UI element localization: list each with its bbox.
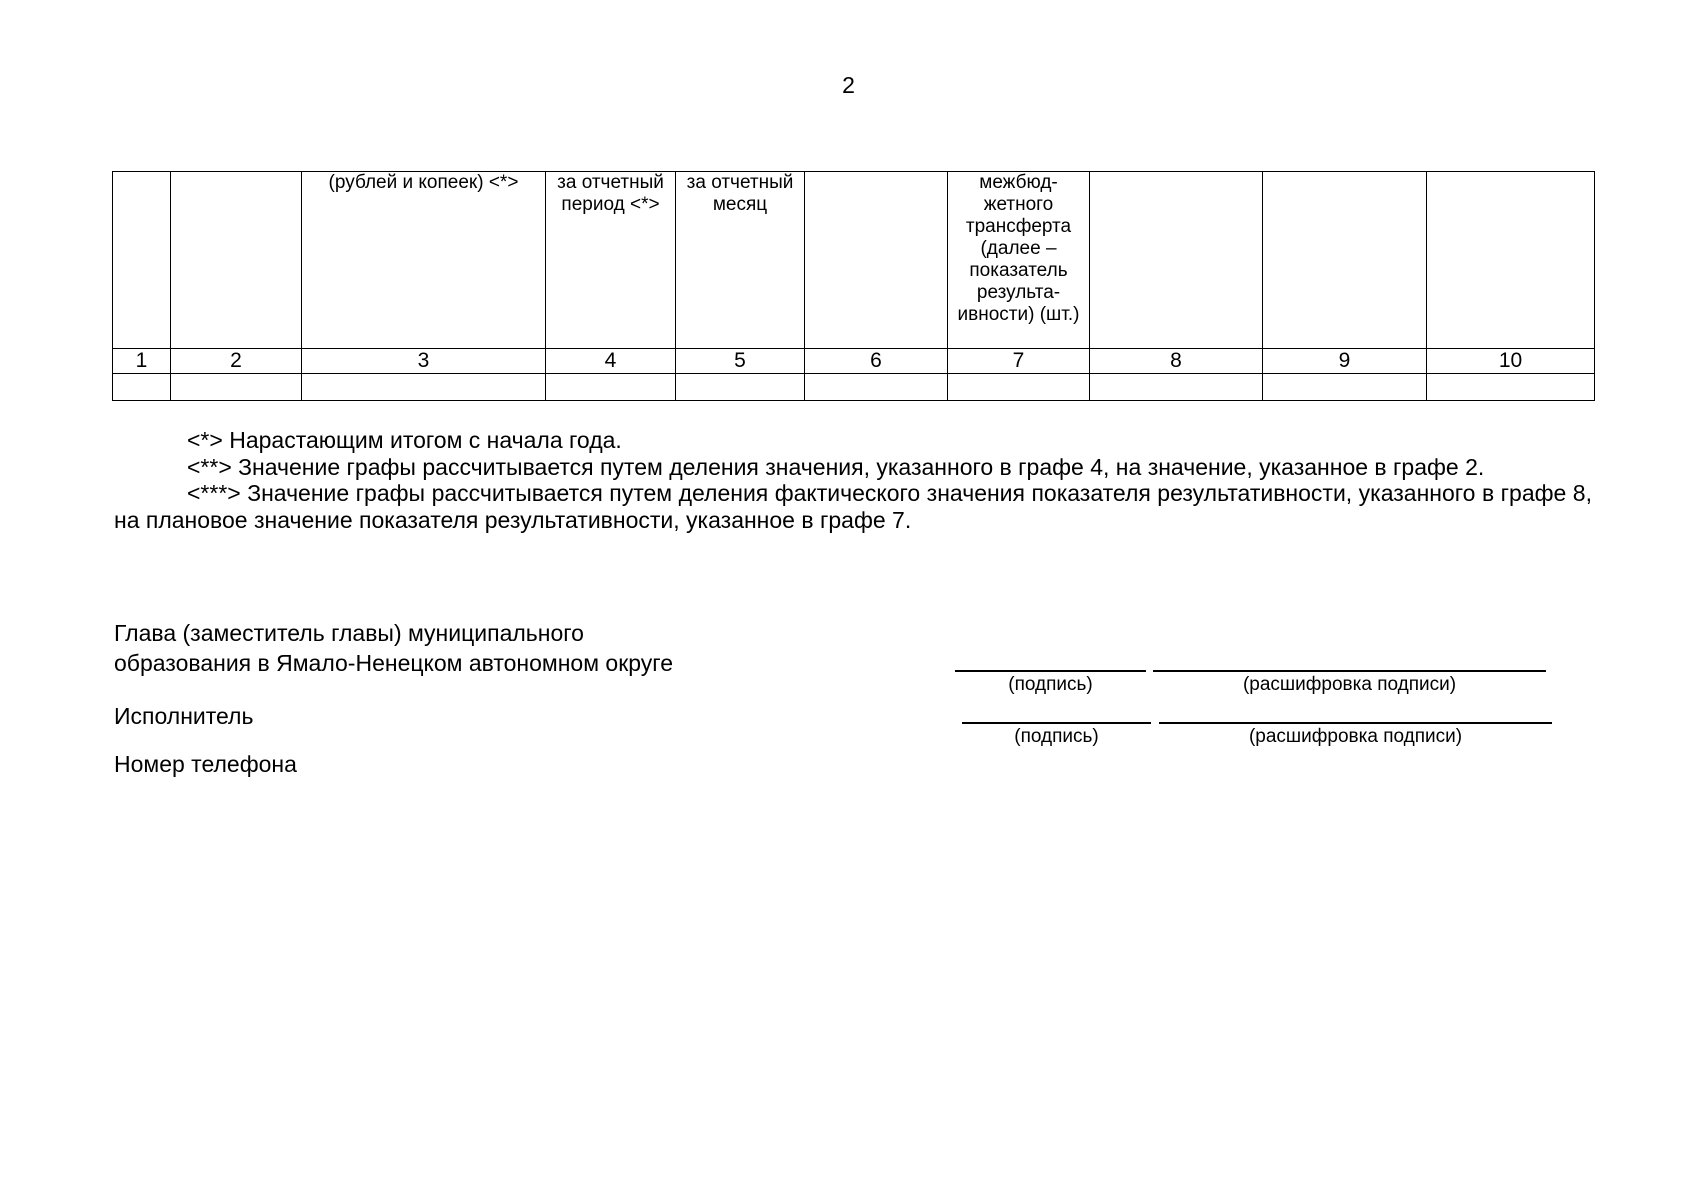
header-cell-9	[1263, 172, 1427, 349]
head-decoding-line	[1153, 670, 1546, 672]
table-data-row	[113, 374, 1595, 401]
footnote-3: <***> Значение графы рассчитывается путем деления фактического значения показателя результативности, указанного в графе 8, на плановое значение показателя результативности, указанное в графе 7.	[114, 480, 1592, 533]
column-number: 9	[1263, 349, 1427, 374]
header-cell-2	[171, 172, 302, 349]
column-number: 4	[546, 349, 676, 374]
executor-signature-caption: (подпись)	[1014, 726, 1099, 747]
column-number: 7	[948, 349, 1090, 374]
column-number: 6	[805, 349, 948, 374]
report-table	[112, 171, 1595, 401]
head-decoding-caption: (расшифровка подписи)	[1242, 674, 1457, 695]
head-title-line-1: Глава (заместитель главы) муниципального	[114, 620, 584, 646]
table-cell	[948, 374, 1090, 401]
page-number: 2	[842, 72, 855, 98]
column-number: 8	[1090, 349, 1263, 374]
table-cell	[546, 374, 676, 401]
header-cell-3: (рублей и копеек) <*>	[302, 172, 546, 349]
column-number: 2	[171, 349, 302, 374]
phone-label: Номер телефона	[114, 751, 297, 777]
column-number-row	[113, 349, 1595, 374]
header-cell-8	[1090, 172, 1263, 349]
header-cell-1	[113, 172, 171, 349]
table-cell	[1427, 374, 1595, 401]
executor-signature-line	[962, 722, 1151, 724]
table-cell	[1090, 374, 1263, 401]
head-signature-caption: (подпись)	[1008, 674, 1093, 695]
executor-decoding-caption: (расшифровка подписи)	[1248, 726, 1463, 747]
head-signature-line	[955, 670, 1146, 672]
table-cell	[302, 374, 546, 401]
column-number: 5	[676, 349, 805, 374]
head-title-line-2: образования в Ямало-Ненецком автономном округе	[114, 650, 673, 676]
executor-label: Исполнитель	[114, 703, 254, 729]
header-cell-5: за отчетный месяц	[676, 172, 805, 349]
table-cell	[113, 374, 171, 401]
column-number: 10	[1427, 349, 1595, 374]
header-cell-4: за отчетный период <*>	[546, 172, 676, 349]
table-cell	[171, 374, 302, 401]
head-title	[114, 618, 673, 678]
footnote-1: <*> Нарастающим итогом с начала года.	[187, 427, 622, 453]
table-cell	[676, 374, 805, 401]
footnotes	[114, 427, 1592, 533]
executor-decoding-line	[1159, 722, 1552, 724]
footnote-2: <**> Значение графы рассчитывается путем деления значения, указанного в графе 4, на значение, указанное в графе 2.	[187, 453, 1485, 480]
header-cell-7: межбюд-жетного трансферта (далее – показатель результа-ивности) (шт.)	[948, 172, 1090, 349]
table-cell	[1263, 374, 1427, 401]
column-number: 1	[113, 349, 171, 374]
table-header-row	[113, 172, 1595, 349]
header-cell-10	[1427, 172, 1595, 349]
table-cell	[805, 374, 948, 401]
column-number: 3	[302, 349, 546, 374]
header-cell-6	[805, 172, 948, 349]
